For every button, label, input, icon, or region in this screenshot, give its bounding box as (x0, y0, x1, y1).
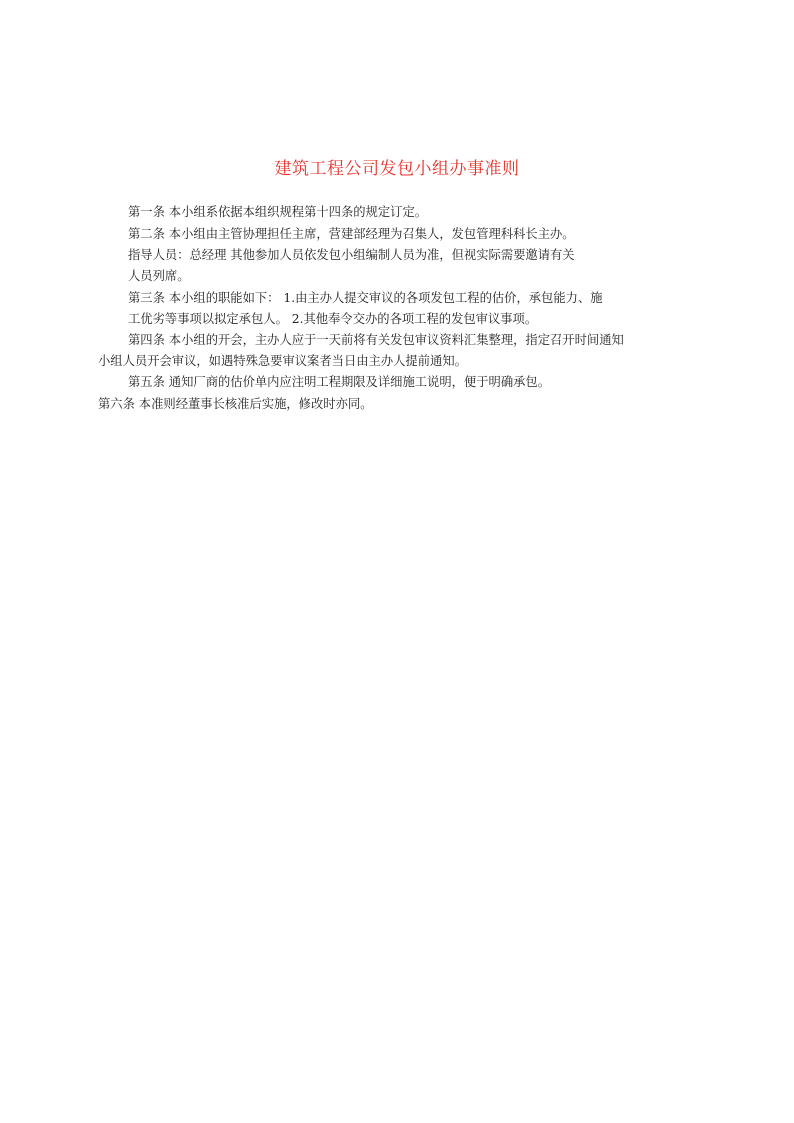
guidance-staff-continuation: 人员列席。 (128, 269, 190, 283)
document-title: 建筑工程公司发包小组办事准则 (274, 159, 520, 179)
article-5-line: 第五条 通知厂商的估价单内应注明工程期限及详细施工说明，便于明确承包。 (128, 375, 551, 389)
article-3-continuation: 工优劣等事项以拟定承包人。 2.其他奉令交办的各项工程的发包审议事项。 (128, 312, 538, 326)
article-2-line: 第二条 本小组由主管协理担任主席，营建部经理为召集人，发包管理科科长主办。 (128, 227, 575, 241)
guidance-staff-line: 指导人员：总经理 其他参加人员依发包小组编制人员为准，但视实际需要邀请有关 (128, 248, 575, 262)
article-1-line: 第一条 本小组系依据本组织规程第十四条的规定订定。 (128, 205, 428, 219)
article-4-continuation: 小组人员开会审议，如遇特殊急要审议案者当日由主办人提前通知。 (98, 354, 467, 368)
article-3-line: 第三条 本小组的职能如下： 1.由主办人提交审议的各项发包工程的估价，承包能力、施 (128, 291, 603, 305)
article-6-line: 第六条 本准则经董事长核准后实施，修改时亦同。 (98, 397, 373, 411)
article-4-line: 第四条 本小组的开会，主办人应于一天前将有关发包审议资料汇集整理，指定召开时间通知 (128, 333, 624, 347)
